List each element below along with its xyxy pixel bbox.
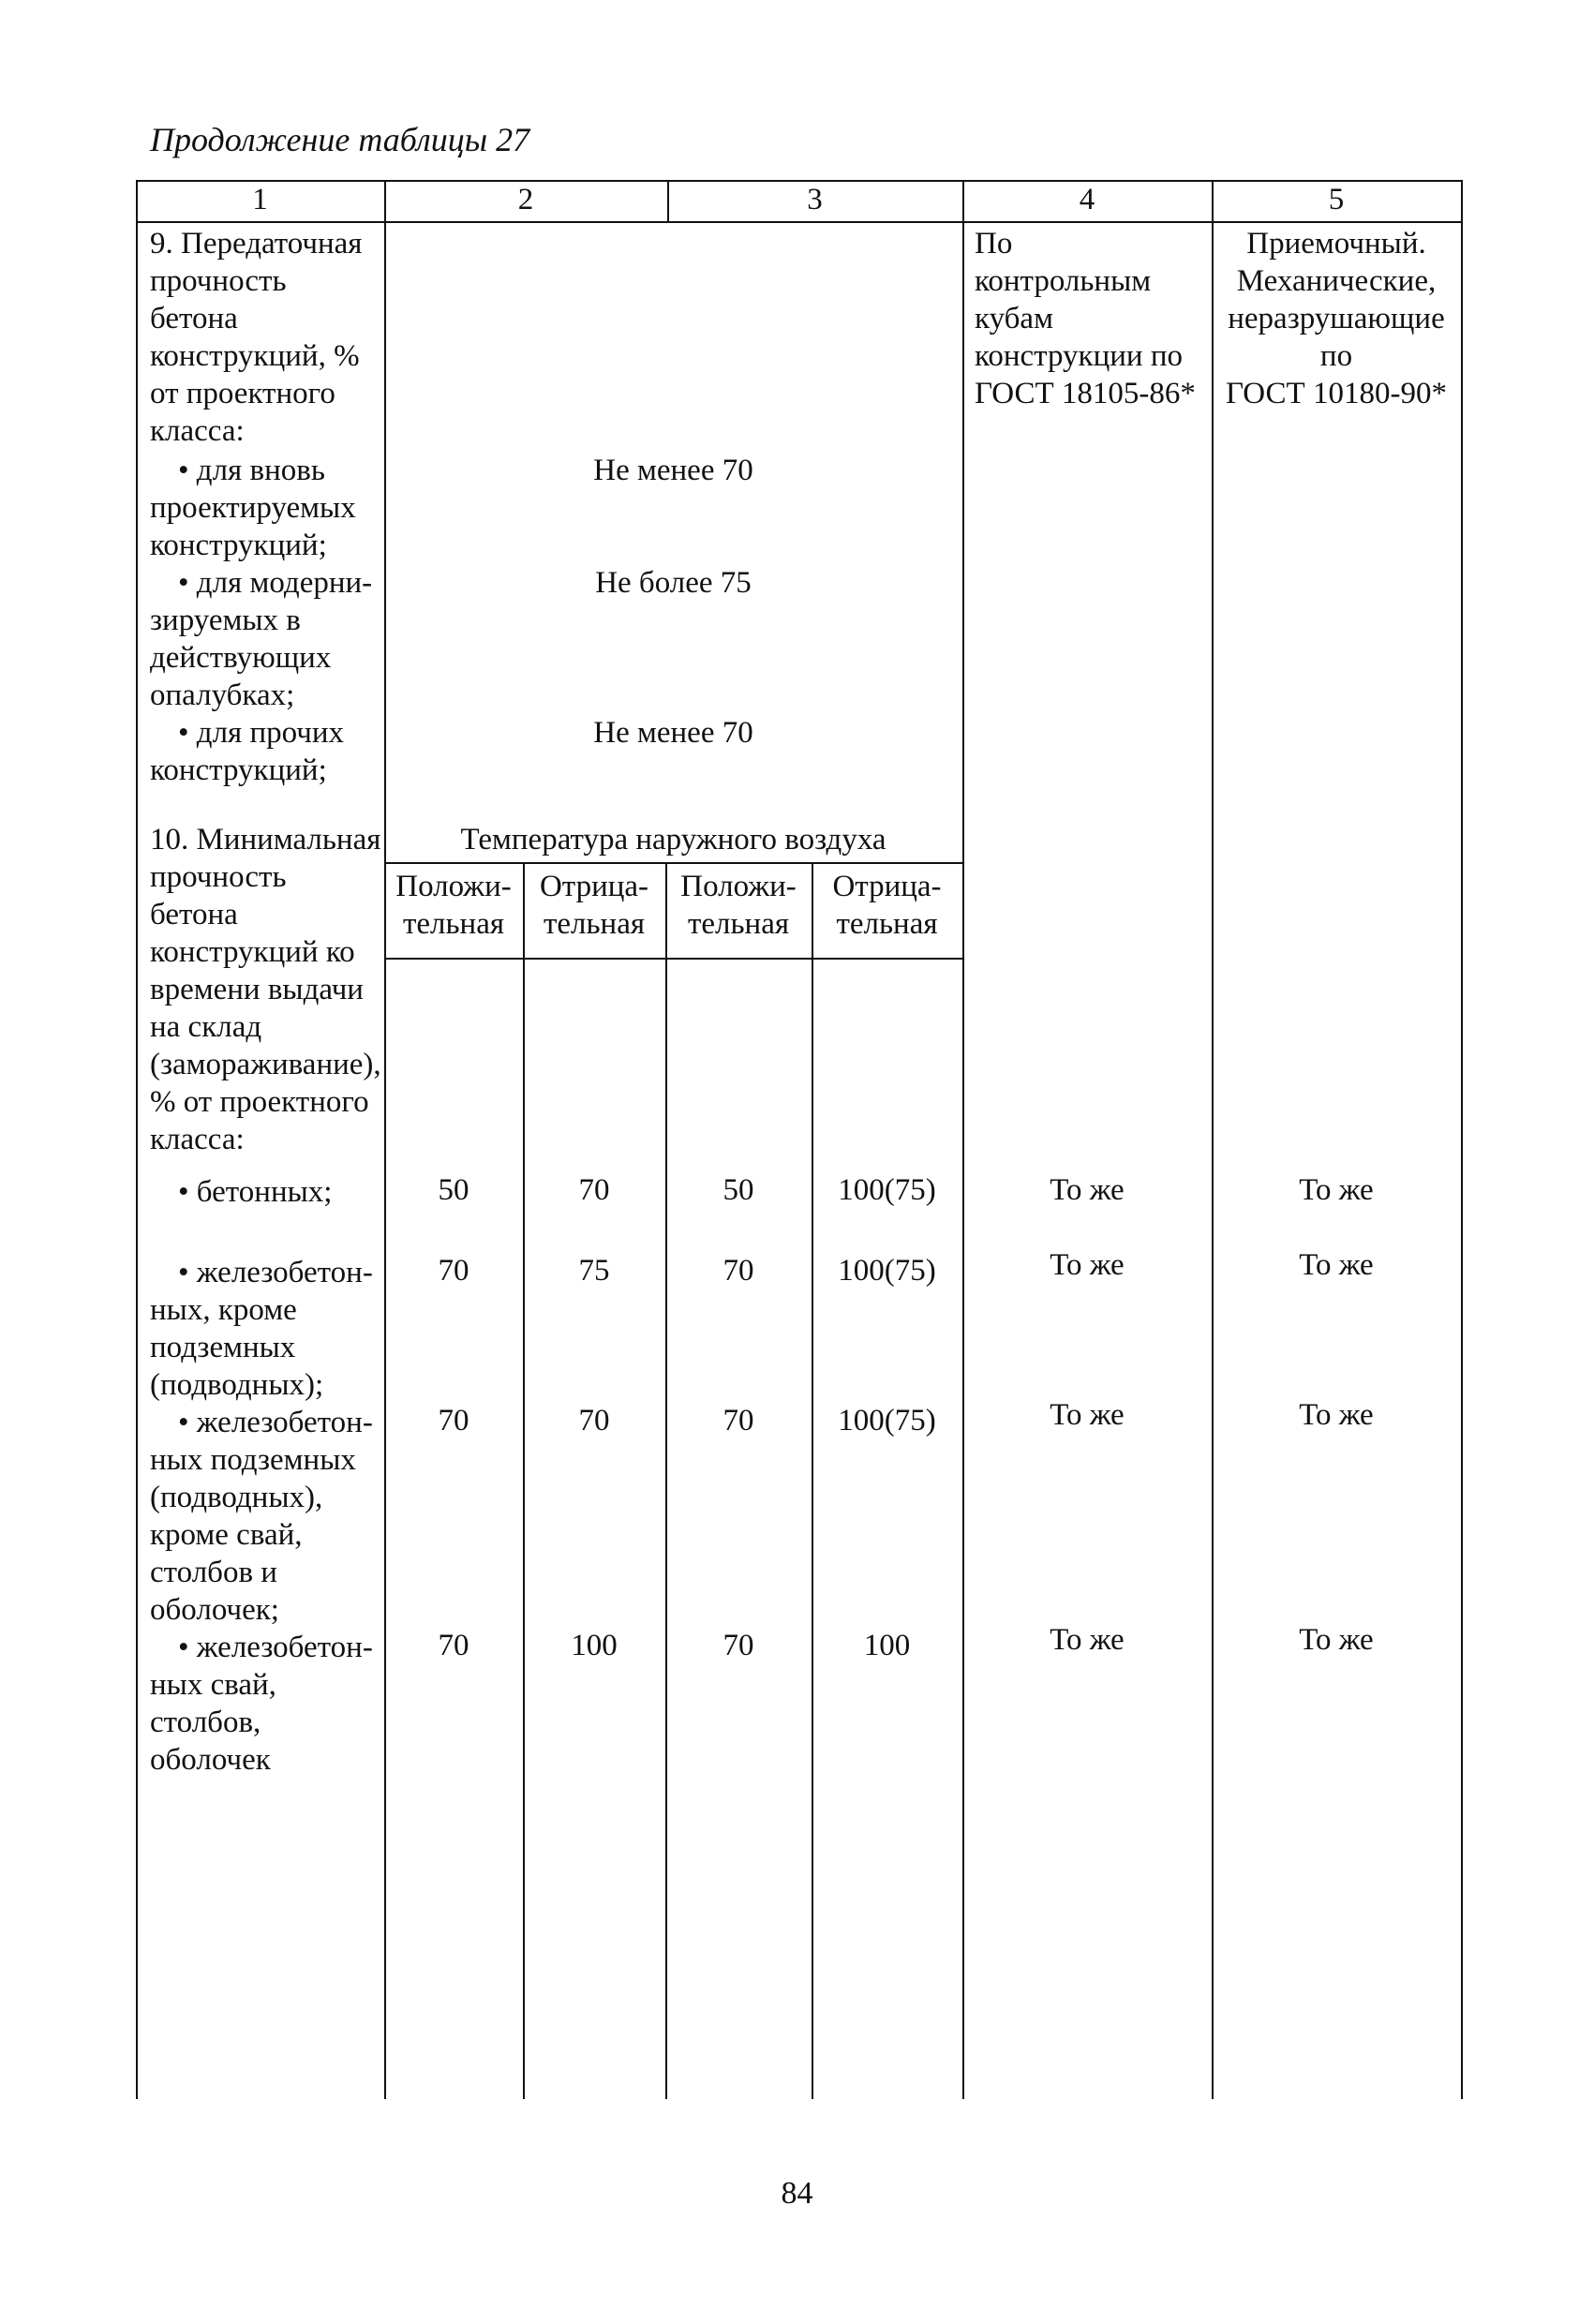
text-line: • для модерни- [178,566,373,600]
value-cell: То же [1299,1623,1374,1657]
value-cell: То же [1299,1398,1374,1432]
text-line: проектируемых [150,491,356,525]
text-line: • железобетон- [178,1256,373,1289]
text-line: конструкций; [150,753,327,787]
value-cell: То же [1050,1248,1125,1282]
text-line: • для вновь [178,454,325,487]
text-line: кроме свай, [150,1518,303,1552]
column-header-4: 4 [1079,183,1095,216]
value-cell: 70 [723,1629,754,1662]
text-line: тельная [543,907,646,941]
text-line: Приемочный. [1246,227,1426,261]
value-cell: То же [1299,1173,1374,1207]
text-line: неразрушающие [1228,302,1445,335]
text-line: бетона [150,898,238,931]
text-line: конструкций ко [150,935,355,969]
text-line: прочность [150,264,287,298]
text-line: опалубках; [150,678,295,712]
text-line: конструкции по [975,339,1183,373]
text-line: ГОСТ 18105-86* [975,377,1196,410]
value-cell: 50 [438,1173,469,1207]
text-line: от проектного [150,377,335,410]
text-line: • железобетон- [178,1406,373,1439]
value-cell: 100(75) [838,1173,936,1207]
text-line: По [975,227,1013,261]
value-cell: 70 [438,1404,469,1438]
text-line: действующих [150,641,332,675]
column-header-5: 5 [1328,183,1345,216]
text-line: класса: [150,414,245,448]
text-line: Отрица- [832,870,942,903]
value-cell: 100 [863,1629,911,1662]
value-cell: То же [1050,1398,1125,1432]
text-line: конструкций, % [150,339,360,373]
text-line: по [1319,339,1353,373]
text-line: (подводных), [150,1481,323,1514]
text-line: столбов и [150,1556,277,1589]
temperature-header: Температура наружного воздуха [460,823,886,857]
text-line: % от проектного [150,1085,369,1119]
value-cell: 100(75) [838,1404,936,1438]
text-line: Положи- [395,870,512,903]
text-line: контрольным [975,264,1152,298]
text-line: ных свай, [150,1668,276,1702]
text-line: ГОСТ 10180-90* [1226,377,1447,410]
value-cell: Не более 75 [595,566,752,600]
text-line: • для прочих [178,716,345,750]
text-line: 10. Минимальная [150,823,381,857]
text-line: бетона [150,302,238,335]
value-cell: 70 [723,1254,754,1288]
value-cell: 70 [438,1629,469,1662]
text-line: 9. Передаточная [150,227,363,261]
value-cell: То же [1050,1173,1125,1207]
text-line: тельная [687,907,790,941]
value-cell: Не менее 70 [593,454,753,487]
text-line: тельная [836,907,938,941]
value-cell: Не менее 70 [593,716,753,750]
text-line: тельная [402,907,505,941]
value-cell: 70 [578,1404,610,1438]
text-line: ных, кроме [150,1293,297,1327]
text-line: • железобетон- [178,1631,373,1664]
column-header-3: 3 [807,183,823,216]
text-line: (подводных); [150,1368,324,1402]
text-line: подземных [150,1331,296,1364]
text-line: (замораживание), [150,1048,381,1081]
table-caption: Продолжение таблицы 27 [150,121,530,158]
column-header-2: 2 [517,183,534,216]
text-line: Положи- [680,870,797,903]
value-cell: 75 [578,1254,610,1288]
text-line: оболочек [150,1743,271,1777]
text-line: зируемых в [150,603,301,637]
text-line: столбов, [150,1706,261,1739]
text-line: времени выдачи [150,973,364,1006]
text-line: Механические, [1236,264,1437,298]
text-line: Отрица- [539,870,649,903]
value-cell: 70 [438,1254,469,1288]
value-cell: 100(75) [838,1254,936,1288]
text-line: прочность [150,860,287,894]
value-cell: 100 [571,1629,618,1662]
page-number: 84 [781,2176,813,2211]
value-cell: 50 [723,1173,754,1207]
text-line: оболочек; [150,1593,279,1627]
value-cell: То же [1050,1623,1125,1657]
value-cell: То же [1299,1248,1374,1282]
value-cell: 70 [578,1173,610,1207]
text-line: • бетонных; [178,1175,333,1209]
text-line: кубам [975,302,1053,335]
text-line: на склад [150,1010,262,1044]
value-cell: 70 [723,1404,754,1438]
column-header-1: 1 [252,183,268,216]
text-line: ных подземных [150,1443,356,1477]
text-line: конструкций; [150,529,327,562]
text-line: класса: [150,1123,245,1156]
